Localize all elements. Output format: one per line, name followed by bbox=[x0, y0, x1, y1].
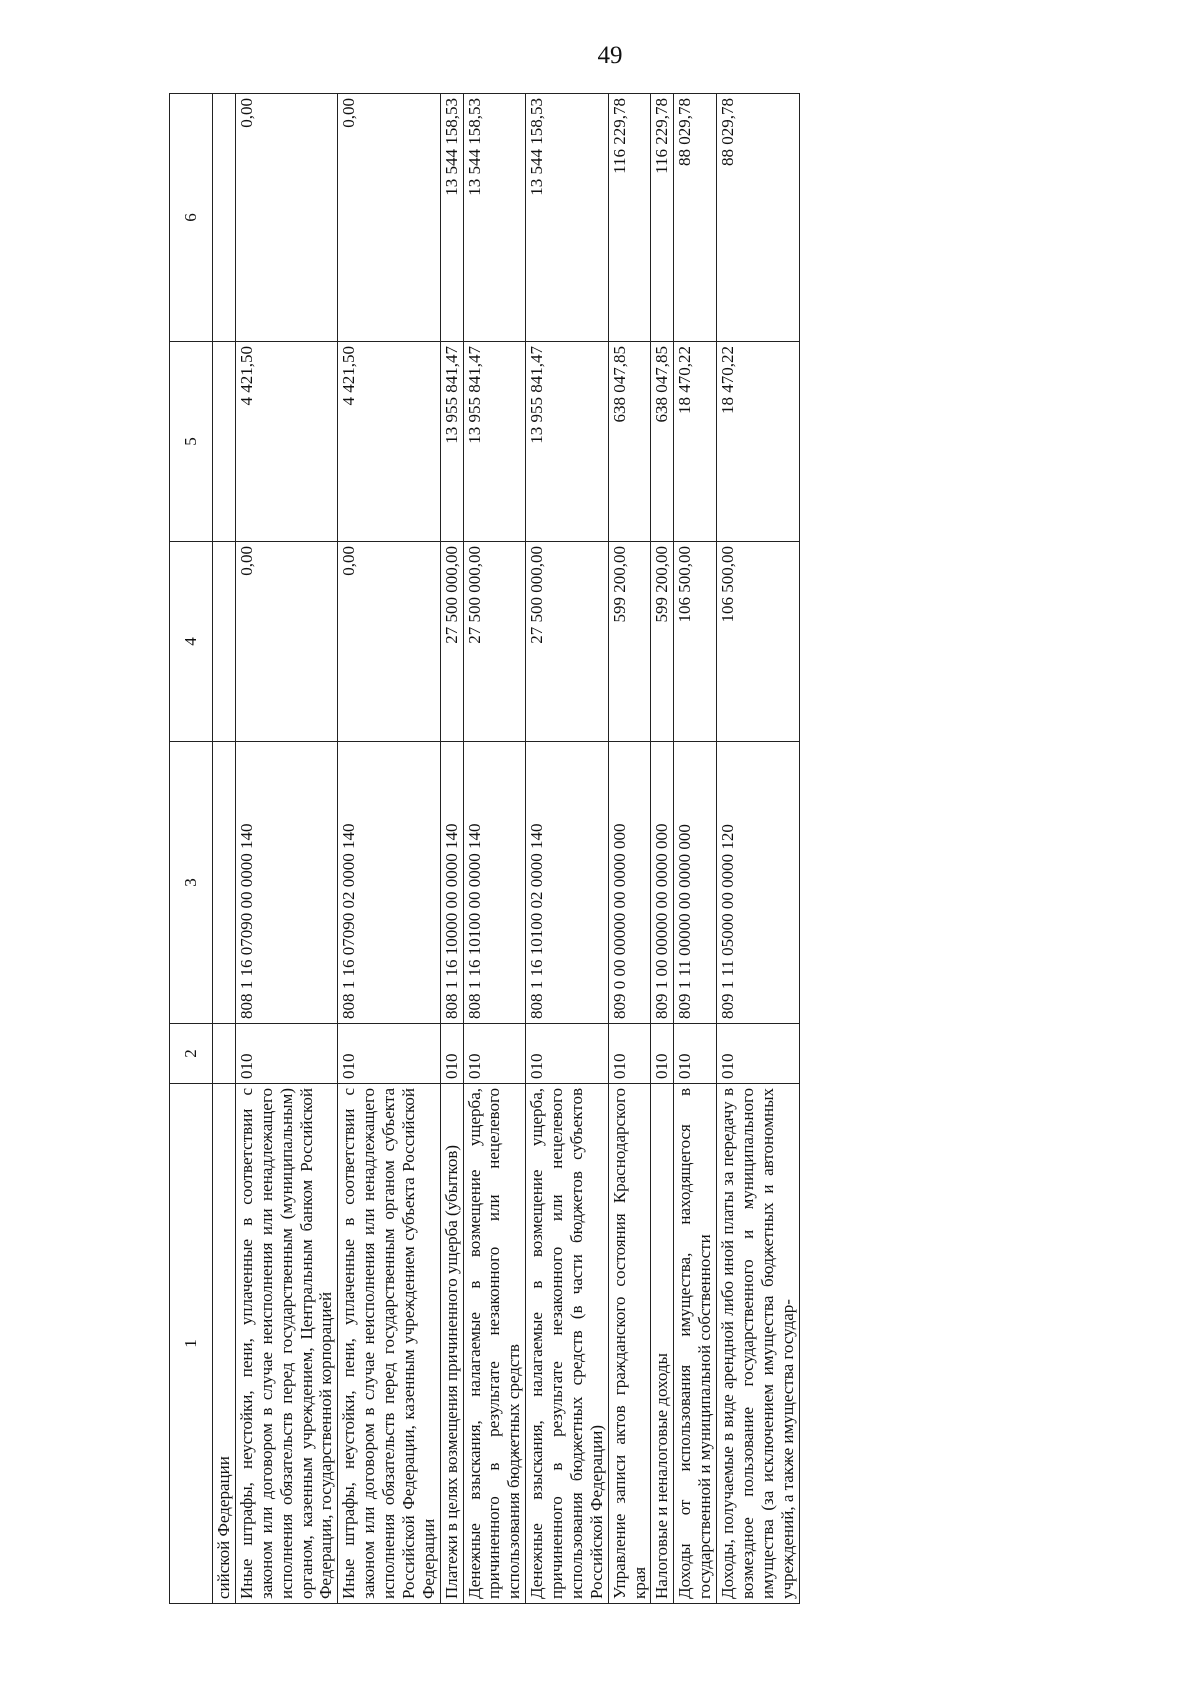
code-b-cell: 809 1 00 00000 00 0000 000 bbox=[651, 742, 674, 1024]
value-col4-cell: 599 200,00 bbox=[608, 542, 651, 742]
value-col6-cell: 88 029,78 bbox=[674, 94, 717, 342]
code-b-cell: 808 1 16 10000 00 0000 140 bbox=[440, 742, 463, 1024]
value-col6-cell: 88 029,78 bbox=[717, 94, 800, 342]
value-col4-cell: 27 500 000,00 bbox=[526, 542, 609, 742]
code-a-cell: 010 bbox=[463, 1024, 526, 1084]
rotated-table-container bbox=[169, 94, 1065, 1604]
code-b-cell: 808 1 16 07090 02 0000 140 bbox=[338, 742, 440, 1024]
code-a-cell: 010 bbox=[526, 1024, 609, 1084]
value-col6-cell: 0,00 bbox=[235, 94, 337, 342]
code-b-cell: 809 1 11 05000 00 0000 120 bbox=[717, 742, 800, 1024]
column-header-1: 1 bbox=[170, 1084, 213, 1604]
code-a-cell: 010 bbox=[608, 1024, 651, 1084]
value-col6-cell: 116 229,78 bbox=[608, 94, 651, 342]
value-col5-cell: 13 955 841,47 bbox=[440, 342, 463, 542]
code-a-cell: 010 bbox=[338, 1024, 440, 1084]
value-col5-cell: 18 470,22 bbox=[717, 342, 800, 542]
income-name-cell: Платежи в целях возмещения причиненного ущерба (убытков) bbox=[440, 1084, 463, 1604]
income-name-cell: Управление записи актов гражданского состояния Краснодарского края bbox=[608, 1084, 651, 1604]
value-col4-cell: 106 500,00 bbox=[717, 542, 800, 742]
income-name-cell: Налоговые и неналоговые доходы bbox=[651, 1084, 674, 1604]
table-row bbox=[338, 94, 440, 1604]
code-b-cell: 808 1 16 10100 00 0000 140 bbox=[463, 742, 526, 1024]
column-header-3: 3 bbox=[170, 742, 213, 1024]
value-col5-cell: 4 421,50 bbox=[338, 342, 440, 542]
code-b-cell: 808 1 16 07090 00 0000 140 bbox=[235, 742, 337, 1024]
value-col5-cell bbox=[213, 342, 236, 542]
value-col5-cell: 638 047,85 bbox=[651, 342, 674, 542]
code-b-cell: 808 1 16 10100 02 0000 140 bbox=[526, 742, 609, 1024]
code-a-cell: 010 bbox=[235, 1024, 337, 1084]
table-row bbox=[608, 94, 651, 1604]
income-name-cell: Денежные взыскания, налагаемые в возмещение ущерба, причиненного в результате незаконного или нецелевого использования бюджетных средств (в части бюджетов субъектов Российской Федерации) bbox=[526, 1084, 609, 1604]
income-name-cell: Доходы, получаемые в виде арендной либо иной платы за передачу в возмездное пользование государственного и муниципального имущества (за исключением имущества бюджетных и автономных учреждений, а также имущества государ- bbox=[717, 1084, 800, 1604]
value-col6-cell: 13 544 158,53 bbox=[526, 94, 609, 342]
value-col6-cell: 0,00 bbox=[338, 94, 440, 342]
table-row bbox=[235, 94, 337, 1604]
income-name-cell: сийской Федерации bbox=[213, 1084, 236, 1604]
code-a-cell bbox=[213, 1024, 236, 1084]
value-col6-cell: 13 544 158,53 bbox=[463, 94, 526, 342]
value-col5-cell: 18 470,22 bbox=[674, 342, 717, 542]
column-header-4: 4 bbox=[170, 542, 213, 742]
column-header-2: 2 bbox=[170, 1024, 213, 1084]
table-row bbox=[674, 94, 717, 1604]
table-row bbox=[213, 94, 236, 1604]
value-col4-cell: 0,00 bbox=[235, 542, 337, 742]
income-name-cell: Иные штрафы, неустойки, пени, уплаченные в соответствии с законом или договором в случае неисполнения или ненадлежащего исполнения обязательств перед государственным (муниципальным) органом, казенным учреждением, Центральным банком Российской Федерации, государственной корпорацией bbox=[235, 1084, 337, 1604]
code-a-cell: 010 bbox=[440, 1024, 463, 1084]
value-col5-cell: 638 047,85 bbox=[608, 342, 651, 542]
page-number: 49 bbox=[597, 42, 623, 69]
value-col5-cell: 4 421,50 bbox=[235, 342, 337, 542]
income-name-cell: Доходы от использования имущества, находящегося в государственной и муниципальной собственности bbox=[674, 1084, 717, 1604]
value-col5-cell: 13 955 841,47 bbox=[526, 342, 609, 542]
value-col4-cell: 0,00 bbox=[338, 542, 440, 742]
value-col6-cell bbox=[213, 94, 236, 342]
header-row bbox=[170, 94, 213, 1604]
value-col4-cell: 27 500 000,00 bbox=[463, 542, 526, 742]
code-b-cell: 809 1 11 00000 00 0000 000 bbox=[674, 742, 717, 1024]
column-header-5: 5 bbox=[170, 342, 213, 542]
code-b-cell bbox=[213, 742, 236, 1024]
value-col6-cell: 13 544 158,53 bbox=[440, 94, 463, 342]
income-name-cell: Денежные взыскания, налагаемые в возмещение ущерба, причиненного в результате незаконного или нецелевого использования бюджетных средств bbox=[463, 1084, 526, 1604]
column-header-6: 6 bbox=[170, 94, 213, 342]
code-b-cell: 809 0 00 00000 00 0000 000 bbox=[608, 742, 651, 1024]
income-name-cell: Иные штрафы, неустойки, пени, уплаченные в соответствии с законом или договором в случае неисполнения или ненадлежащего исполнения обязательств перед государственным органом субъекта Российской Федерации, казенным учреждением субъекта Российской Федерации bbox=[338, 1084, 440, 1604]
value-col4-cell: 599 200,00 bbox=[651, 542, 674, 742]
code-a-cell: 010 bbox=[674, 1024, 717, 1084]
table-row bbox=[463, 94, 526, 1604]
income-table bbox=[169, 93, 800, 1604]
value-col4-cell: 27 500 000,00 bbox=[440, 542, 463, 742]
code-a-cell: 010 bbox=[651, 1024, 674, 1084]
value-col6-cell: 116 229,78 bbox=[651, 94, 674, 342]
value-col5-cell: 13 955 841,47 bbox=[463, 342, 526, 542]
value-col4-cell: 106 500,00 bbox=[674, 542, 717, 742]
code-a-cell: 010 bbox=[717, 1024, 800, 1084]
table-row bbox=[717, 94, 800, 1604]
table-row bbox=[651, 94, 674, 1604]
table-row bbox=[526, 94, 609, 1604]
value-col4-cell bbox=[213, 542, 236, 742]
table-row bbox=[440, 94, 463, 1604]
